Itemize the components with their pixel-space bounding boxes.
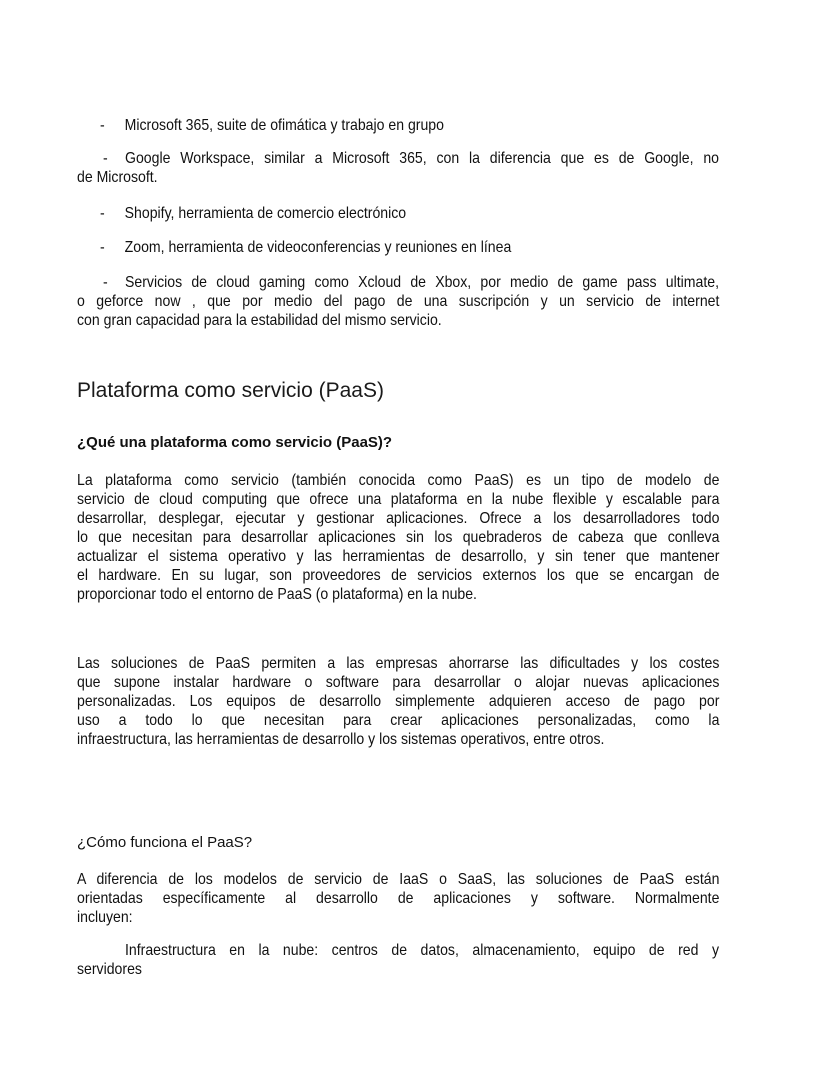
bullet-marker: - [103, 274, 108, 291]
paragraph: Infraestructura en la nube: centros de datos, almacenamiento, equipo de red y servidores [77, 942, 719, 978]
paragraph: Las soluciones de PaaS permiten a las empresas ahorrarse las dificultades y los costes que supone instalar hardware o software para desarrollar o alojar nuevas aplicaciones personalizadas. Los equipos de desarrollo simplemente adquieren acceso de pago por uso a todo lo que necesitan para crear aplicaciones personalizadas, como la infraestructura, las herramientas de desarrollo y los sistemas operativos, entre otros. [77, 655, 720, 748]
list-item: - Zoom, herramienta de videoconferencias y reuniones en línea [100, 239, 512, 256]
paragraph: A diferencia de los modelos de servicio de IaaS o SaaS, las soluciones de PaaS están orientadas específicamente al desarrollo de aplicaciones y software. Normalmente incluyen: [77, 871, 720, 926]
list-item: - Google Workspace, similar a Microsoft 365, con la diferencia que es de Google, no de Microsoft. [77, 150, 719, 186]
list-item: - Servicios de cloud gaming como Xcloud de Xbox, por medio de game pass ultimate, o geforce now , que por medio del pago de una suscripción y un servicio de internet con gran capacidad para la estabilidad del mismo servicio. [77, 274, 720, 329]
bullet-marker: - [100, 239, 105, 256]
subheading: ¿Cómo funciona el PaaS? [77, 834, 253, 851]
section-title: Plataforma como servicio (PaaS) [77, 379, 384, 402]
subheading: ¿Qué una plataforma como servicio (PaaS)? [77, 434, 393, 451]
list-item: - Microsoft 365, suite de ofimática y trabajo en grupo [100, 117, 444, 134]
paragraph: La plataforma como servicio (también conocida como PaaS) es un tipo de modelo de servicio de cloud computing que ofrece una plataforma en la nube flexible y escalable para desarrollar, desplegar, ejecutar y gestionar aplicaciones. Ofrece a los desarrolladores todo lo que necesitan para desarrollar aplicaciones sin los quebraderos de cabeza que conlleva actualizar el sistema operativo y las herramientas de desarrollo, y sin tener que mantener el hardware. En su lugar, son proveedores de servicios externos los que se encargan de proporcionar todo el entorno de PaaS (o plataforma) en la nube. [77, 472, 720, 603]
bullet-marker: - [100, 117, 105, 134]
list-item: - Shopify, herramienta de comercio electrónico [100, 205, 407, 222]
bullet-marker: - [103, 150, 108, 167]
bullet-marker: - [100, 205, 105, 222]
